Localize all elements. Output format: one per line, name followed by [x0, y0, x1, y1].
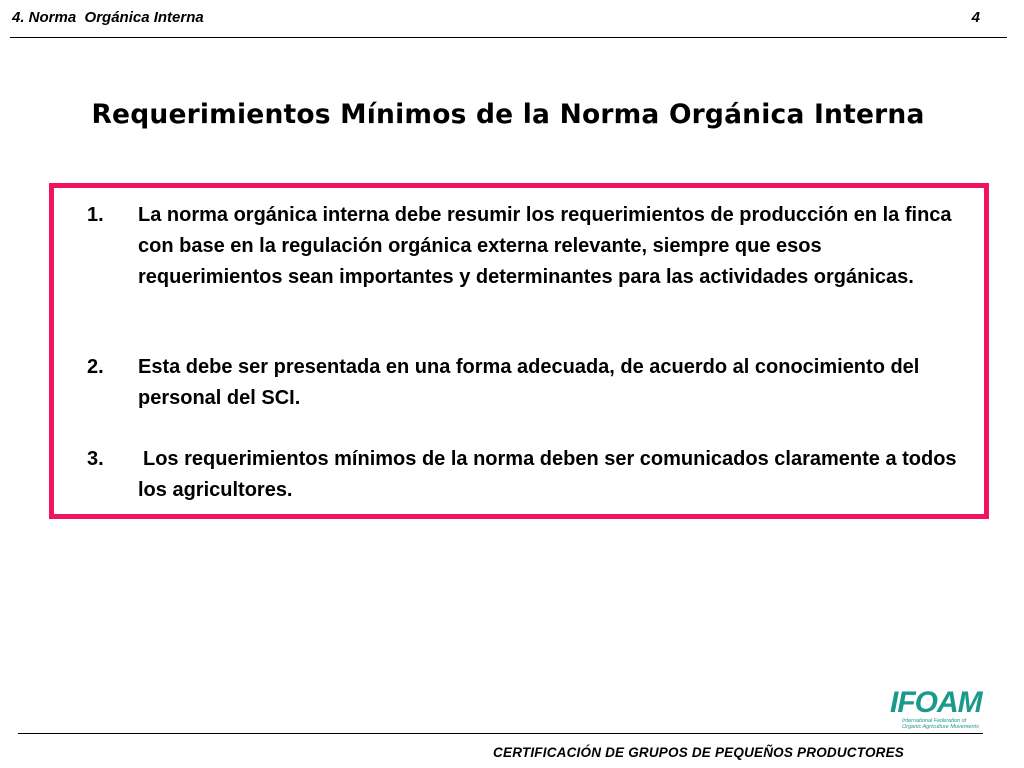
ifoam-logo	[890, 688, 990, 732]
list-item-number: 1.	[87, 204, 104, 226]
footer-title: CERTIFICACIÓN DE GRUPOS DE PEQUEÑOS PRODUCTORES	[493, 745, 904, 760]
logo-wordmark: IFOAM	[890, 686, 982, 719]
list-item-text: Los requerimientos mínimos de la norma deben ser comunicados claramente a todos los agricultores.	[138, 448, 957, 501]
logo-subtitle-line: International Federation of	[902, 718, 967, 724]
list-item-text: La norma orgánica interna debe resumir los requerimientos de producción en la finca con base en la regulación orgánica externa relevante, siempre que esos requerimientos sean importantes y determinantes para las actividades orgánicas.	[138, 204, 952, 288]
slide-title: Requerimientos Mínimos de la Norma Orgánica Interna	[91, 99, 925, 130]
logo-subtitle	[902, 718, 992, 730]
logo-subtitle-line: Organic Agriculture Movements	[902, 724, 979, 730]
list-item-number: 3.	[87, 448, 104, 470]
requirements-box	[49, 183, 989, 519]
footer-divider	[18, 733, 983, 734]
list-item-text: Esta debe ser presentada en una forma adecuada, de acuerdo al conocimiento del personal del SCI.	[138, 356, 920, 409]
section-title: 4. Norma Orgánica Interna	[12, 9, 204, 26]
page-number: 4	[971, 9, 980, 26]
header-divider	[10, 37, 1007, 38]
list-item-number: 2.	[87, 356, 104, 378]
